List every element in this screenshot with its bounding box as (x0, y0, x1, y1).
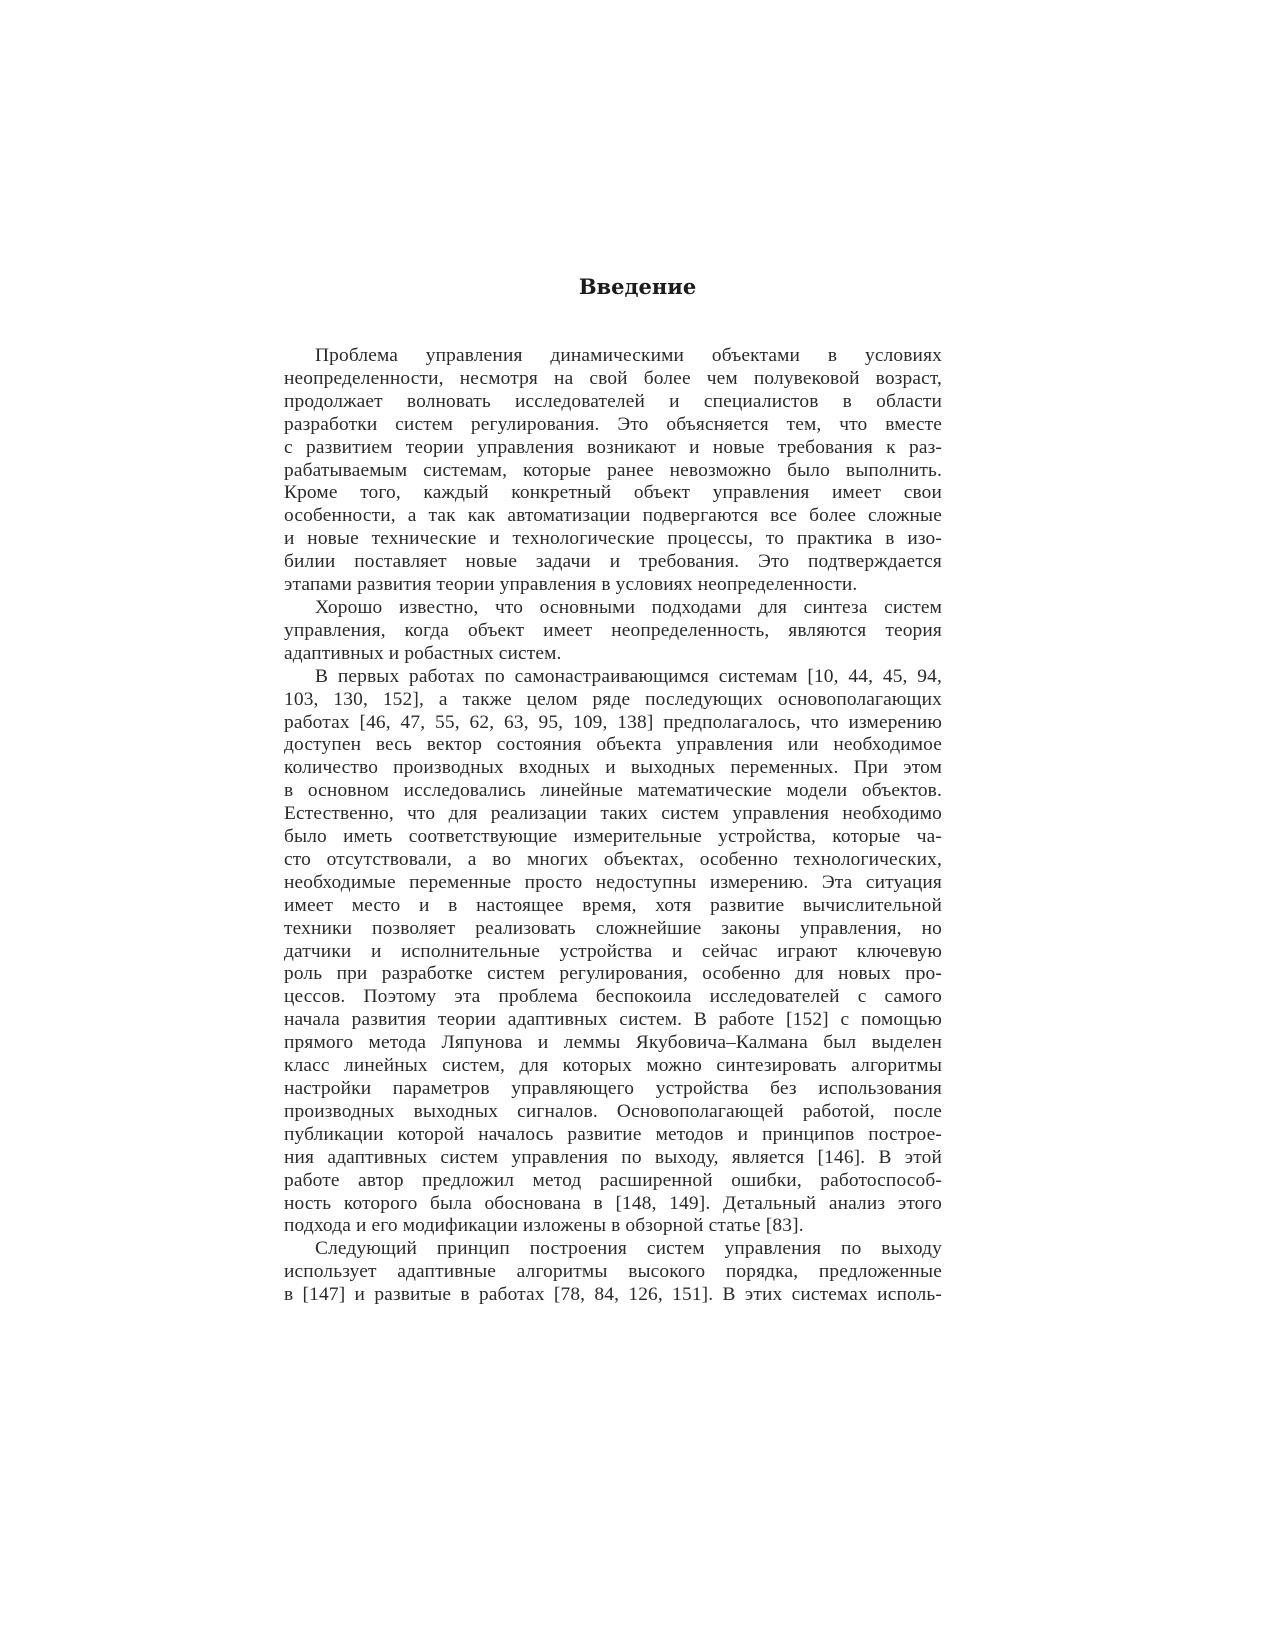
paragraph (284, 666, 942, 1239)
text-line: Следующий принцип построения систем управления по выходу (315, 1238, 942, 1260)
text-line: в основном исследовались линейные математические модели объектов. (284, 780, 942, 802)
text-line: в [147] и развитые в работах [78, 84, 126, 151]. В этих системах исполь- (284, 1284, 942, 1306)
text-line: начала развития теории адаптивных систем. В работе [152] с помощью (284, 1009, 942, 1031)
text-line: количество производных входных и выходных переменных. При этом (284, 757, 942, 779)
text-line: доступен весь вектор состояния объекта управления или необходимое (284, 734, 942, 756)
text-line: разработки систем регулирования. Это объясняется тем, что вместе (284, 413, 942, 435)
text-line: использует адаптивные алгоритмы высокого порядка, предложенные (284, 1261, 942, 1283)
body-text (284, 345, 942, 1307)
text-line: техники позволяет реализовать сложнейшие законы управления, но (284, 917, 942, 939)
text-line: Естественно, что для реализации таких систем управления необходимо (284, 803, 942, 825)
text-line: ность которого была обоснована в [148, 149]. Детальный анализ этого (284, 1192, 942, 1214)
text-line: билии поставляет новые задачи и требования. Это подтверждается (284, 551, 942, 573)
paragraph (284, 1238, 942, 1307)
page-title: Введение (578, 274, 697, 299)
text-line: имеет место и в настоящее время, хотя развитие вычислительной (284, 894, 942, 916)
text-line: продолжает волновать исследователей и специалистов в области (284, 390, 942, 412)
text-line: особенности, а так как автоматизации подвергаются все более сложные (284, 505, 942, 527)
text-line: ния адаптивных систем управления по выходу, является [146]. В этой (284, 1146, 942, 1168)
text-line: прямого метода Ляпунова и леммы Якубовича–Калмана был выделен (284, 1032, 942, 1054)
text-line: управления, когда объект имеет неопределенность, являются теория (284, 619, 942, 641)
text-line: работах [46, 47, 55, 62, 63, 95, 109, 138] предполагалось, что измерению (284, 711, 942, 733)
text-line: публикации которой началось развитие методов и принципов построе- (284, 1123, 942, 1145)
paragraph (284, 597, 942, 666)
text-line: Проблема управления динамическими объектами в условиях (315, 345, 942, 366)
text-line: цессов. Поэтому эта проблема беспокоила исследователей с самого (284, 986, 942, 1008)
text-line: адаптивных и робастных систем. (284, 642, 562, 664)
text-line: работе автор предложил метод расширенной ошибки, работоспособ- (284, 1169, 942, 1191)
text-line: неопределенности, несмотря на свой более чем полувековой возраст, (284, 367, 942, 389)
text-line: 103, 130, 152], а также целом ряде последующих основополагающих (284, 688, 942, 710)
text-line: сто отсутствовали, а во многих объектах, особенно технологических, (284, 848, 942, 870)
text-line: было иметь соответствующие измерительные устройства, которые ча- (284, 826, 942, 848)
text-line: В первых работах по самонастраивающимся системам [10, 44, 45, 94, (315, 665, 942, 687)
text-line: необходимые переменные просто недоступны измерению. Эта ситуация (284, 871, 942, 893)
text-line: роль при разработке систем регулирования, особенно для новых про- (284, 963, 942, 985)
text-line: настройки параметров управляющего устройства без использования (284, 1078, 942, 1099)
text-line: класс линейных систем, для которых можно синтезировать алгоритмы (284, 1055, 942, 1077)
text-line: производных выходных сигналов. Основополагающей работой, после (284, 1100, 942, 1122)
text-line: Хорошо известно, что основными подходами для синтеза систем (315, 596, 942, 618)
paragraph (284, 345, 942, 597)
text-line: и новые технические и технологические процессы, то практика в изо- (284, 528, 942, 550)
text-line: подхода и его модификации изложены в обзорной статье [83]. (284, 1215, 804, 1237)
text-line: Кроме того, каждый конкретный объект управления имеет свои (284, 482, 942, 504)
text-line: рабатываемым системам, которые ранее невозможно было выполнить. (284, 459, 942, 481)
text-line: датчики и исполнительные устройства и сейчас играют ключевую (284, 940, 942, 962)
text-line: этапами развития теории управления в условиях неопределенности. (284, 574, 858, 596)
text-line: с развитием теории управления возникают и новые требования к раз- (284, 436, 942, 458)
